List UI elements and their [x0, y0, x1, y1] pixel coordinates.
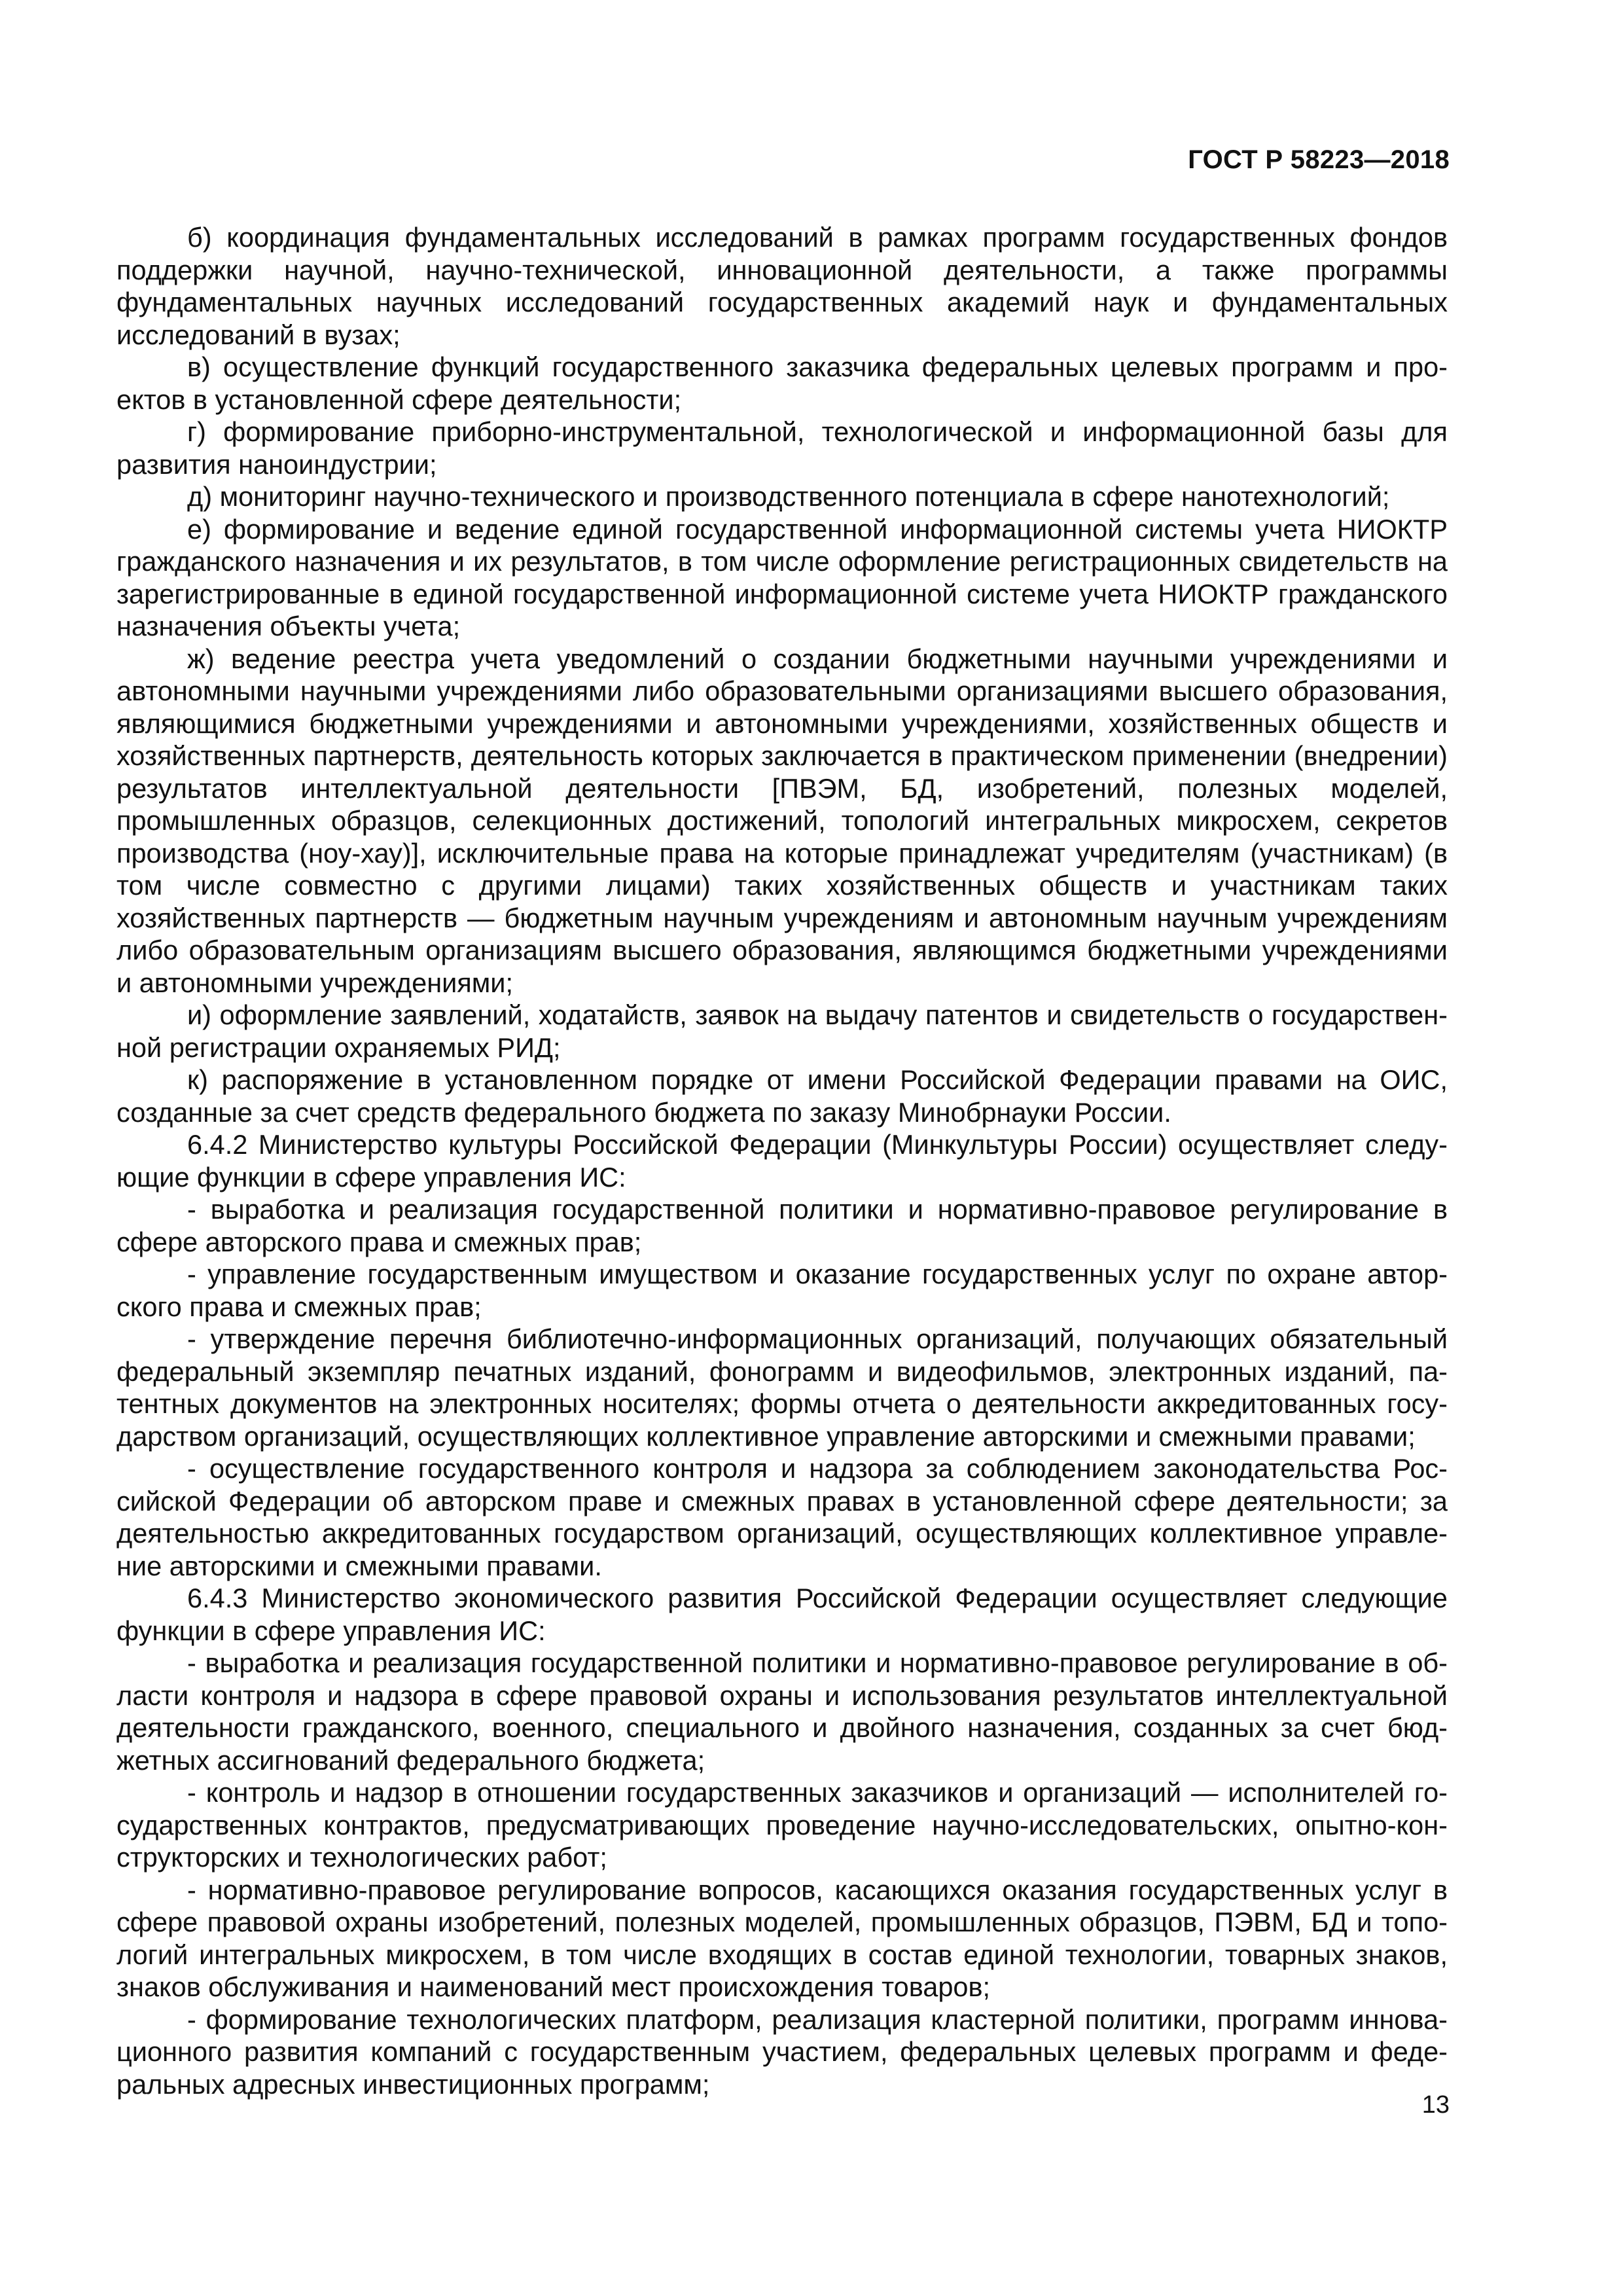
paragraph-item-zh: ж) ведение реестра учета уведомлений о создании бюджетными научными учреждениями и автономными научными учреждениями либо образовательными организациями высшего образования, являющимися бюджетными учреждениями и автономными учреждениями, хозяйственных обществ и хозяйственных партнерств, деятельность которых заключается в практическом применении (внедрении) результатов интеллектуальной деятельности [ПВЭМ, БД, изобретений, полезных моделей, промышленных образцов, селекционных достижений, топологий интегральных микросхем, секретов производства (ноу-хау)], исключительные права на которые принадлежат учредителям (участникам) (в том числе совместно с другими лицами) таких хозяйственных обществ и участникам таких хозяйственных партнерств — бюджетным научным учреждениям и автономным научным учреждениям либо образовательным организациям высшего образования, являющимся бюджетными учреждениями и автономными учреждениями;: [116, 643, 1448, 998]
standard-designation: ГОСТ Р 58223—2018: [1188, 145, 1450, 174]
list-item: - выработка и реализация государственной политики и нормативно-правовое регулирование в сфере авторского права и смежных прав;: [116, 1194, 1448, 1257]
body-text: [116, 221, 1448, 2100]
paragraph-item-v: в) осуществление функций государственного заказчика федеральных целевых программ и проектов в установленной сфере деятельности;: [116, 351, 1448, 415]
paragraph-item-b: б) координация фундаментальных исследований в рамках программ государственных фондов поддержки научной, научно-технической, инновационной деятельности, а также программы фундаментальных научных исследований государственных академий наук и фундаментальных исследований в вузах;: [116, 222, 1448, 350]
page-number: 13: [1421, 2091, 1450, 2119]
list-item: - осуществление государственного контроля и надзора за соблюдением законодательства Российской Федерации об авторском праве и смежных правах в установленной сфере деятельности; за деятельностью аккредитованных государством организаций, осуществляющих коллективное управление авторскими и смежными правами.: [116, 1453, 1448, 1581]
list-item: - выработка и реализация государственной политики и нормативно-правовое регулирование в области контроля и надзора в сфере правовой охраны и использования результатов интеллектуальной деятельности гражданского, военного, специального и двойного назначения, созданных за счет бюджетных ассигнований федерального бюджета;: [116, 1647, 1448, 1776]
list-item: - утверждение перечня библиотечно-информационных организаций, получающих обязательный федеральный экземпляр печатных изданий, фонограмм и видеофильмов, электронных изданий, патентных документов на электронных носителях; формы отчета о деятельности аккредитованных государством организаций, осуществляющих коллективное управление авторскими и смежными правами;: [116, 1323, 1448, 1452]
list-item: - формирование технологических платформ, реализация кластерной политики, программ инновационного развития компаний с государственным участием, федеральных целевых программ и федеральных адресных инвестиционных программ;: [116, 2003, 1448, 2100]
section-6-4-3: 6.4.3 Министерство экономического развития Российской Федерации осуществляет следующие функции в сфере управления ИС:: [116, 1583, 1448, 1646]
paragraph-item-g: г) формирование приборно-инструментальной, технологической и информационной базы для развития наноиндустрии;: [116, 416, 1448, 480]
list-item: - нормативно-правовое регулирование вопросов, касающихся оказания государственных услуг в сфере правовой охраны изобретений, полезных моделей, промышленных образцов, ПЭВМ, БД и топологий интегральных микросхем, в том числе входящих в состав единой технологии, товарных знаков, знаков обслуживания и наименований мест происхождения товаров;: [116, 1874, 1448, 2002]
paragraph-item-k: к) распоряжение в установленном порядке от имени Российской Федерации правами на ОИС, созданные за счет средств федерального бюджета по заказу Минобрнауки России.: [116, 1064, 1448, 1128]
paragraph-item-d: д) мониторинг научно-технического и производственного потенциала в сфере нанотехнологий;: [187, 481, 1390, 512]
list-item: - управление государственным имуществом и оказание государственных услуг по охране авторского права и смежных прав;: [116, 1259, 1448, 1322]
section-6-4-2: 6.4.2 Министерство культуры Российской Федерации (Минкультуры России) осуществляет следующие функции в сфере управления ИС:: [116, 1129, 1448, 1193]
list-item: - контроль и надзор в отношении государственных заказчиков и организаций — исполнителей государственных контрактов, предусматривающих проведение научно-исследовательских, опытно-конструкторских и технологических работ;: [116, 1777, 1448, 1873]
paragraph-item-i: и) оформление заявлений, ходатайств, заявок на выдачу патентов и свидетельств о государственной регистрации охраняемых РИД;: [116, 999, 1448, 1063]
paragraph-item-e: е) формирование и ведение единой государственной информационной системы учета НИОКТР гражданского назначения и их результатов, в том числе оформление регистрационных свидетельств на зарегистрированные в единой государственной информационной системе учета НИОКТР гражданского назначения объекты учета;: [116, 513, 1448, 641]
